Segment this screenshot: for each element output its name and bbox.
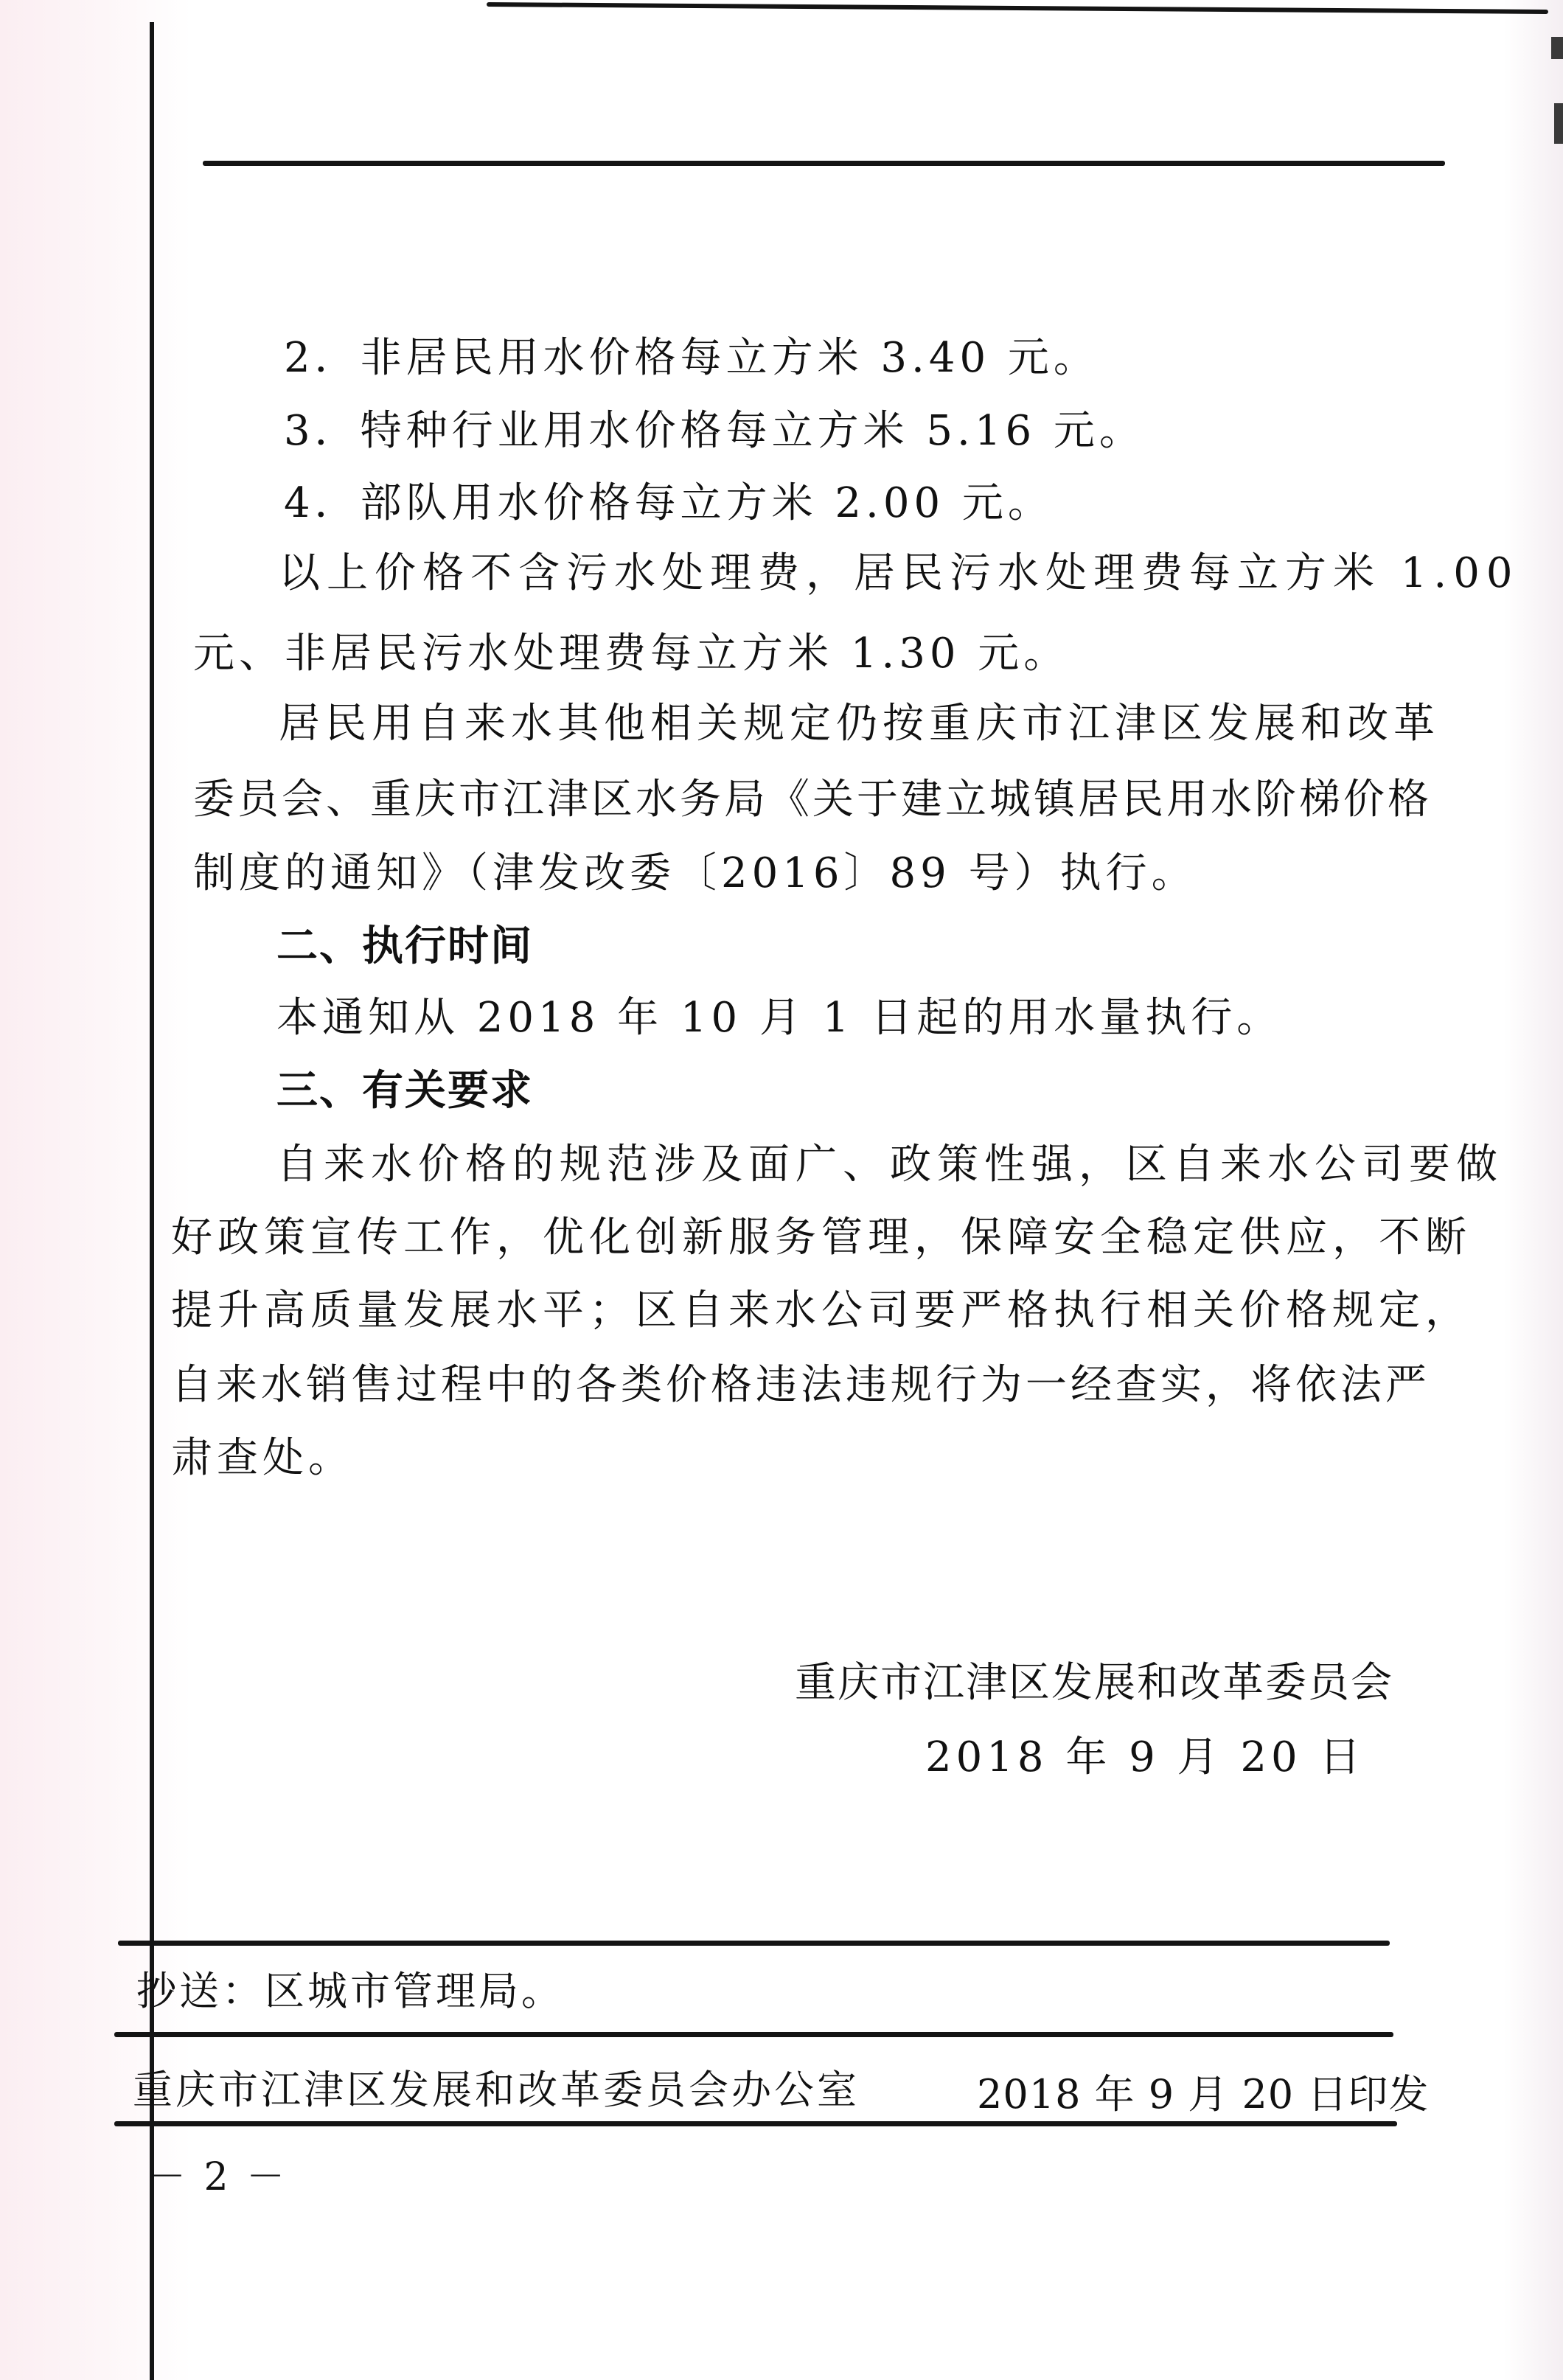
issue-date: 2018 年 9 月 20 日印发 xyxy=(977,2071,1430,2118)
header-rule xyxy=(203,161,1445,166)
requirements-line-5: 肃查处。 xyxy=(171,1434,354,1482)
body-line-7: 委员会、重庆市江津区水务局《关于建立城镇居民用水阶梯价格 xyxy=(193,776,1432,824)
body-line-3: 4．部队用水价格每立方米 2.00 元。 xyxy=(284,479,1054,527)
footer-rule-middle xyxy=(114,2032,1393,2037)
cc-recipients: 抄送：区城市管理局。 xyxy=(136,1968,564,2014)
body-line-4: 以上价格不含污水处理费，居民污水处理费每立方米 1.00 xyxy=(279,549,1520,597)
signature-organization: 重庆市江津区发展和改革委员会 xyxy=(795,1659,1393,1707)
left-margin-line xyxy=(150,22,154,2380)
edge-shadow-mark xyxy=(1554,103,1563,144)
signature-date: 2018 年 9 月 20 日 xyxy=(925,1733,1365,1781)
section-heading-execution-time: 二、执行时间 xyxy=(276,922,533,970)
body-line-6: 居民用自来水其他相关规定仍按重庆市江津区发展和改革 xyxy=(279,700,1440,748)
requirements-line-4: 自来水销售过程中的各类价格违法违规行为一经查实，将依法严 xyxy=(171,1361,1430,1409)
section-execution-time-text: 本通知从 2018 年 10 月 1 日起的用水量执行。 xyxy=(276,994,1283,1042)
footer-rule-top xyxy=(118,1941,1390,1946)
requirements-line-1: 自来水价格的规范涉及面广、政策性强，区自来水公司要做 xyxy=(276,1141,1503,1189)
page-number: － 2 － xyxy=(147,2155,288,2199)
body-line-8: 制度的通知》（津发改委〔2016〕89 号）执行。 xyxy=(193,849,1197,897)
body-line-1: 2．非居民用水价格每立方米 3.40 元。 xyxy=(284,334,1099,382)
edge-shadow-mark xyxy=(1551,37,1563,59)
section-heading-requirements: 三、有关要求 xyxy=(276,1067,533,1115)
requirements-line-3: 提升高质量发展水平；区自来水公司要严格执行相关价格规定， xyxy=(171,1287,1472,1335)
body-line-5: 元、非居民污水处理费每立方米 1.30 元。 xyxy=(193,630,1070,678)
requirements-line-2: 好政策宣传工作，优化创新服务管理，保障安全稳定供应，不断 xyxy=(171,1214,1472,1262)
top-partial-rule xyxy=(487,2,1548,14)
issuing-office: 重庆市江津区发展和改革委员会办公室 xyxy=(133,2067,860,2113)
footer-rule-bottom xyxy=(114,2121,1397,2126)
body-line-2: 3．特种行业用水价格每立方米 5.16 元。 xyxy=(284,407,1145,455)
